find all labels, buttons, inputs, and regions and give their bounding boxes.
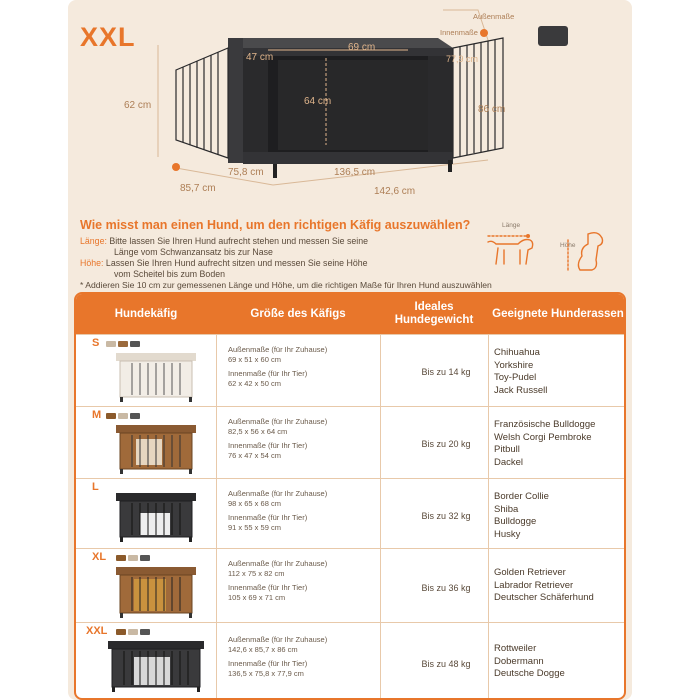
dim-outer-length: 142,6 cm (374, 186, 416, 197)
color-options (106, 413, 140, 420)
crate-dimensions (228, 345, 327, 389)
color-dot (140, 555, 150, 561)
table-row (76, 478, 626, 548)
guide-footnote: * Addieren Sie 10 cm zur gemessenen Länge und Höhe, um die richtigen Maße für Ihren Hund auszuwählen (80, 280, 492, 290)
breed-item: Border Collie (494, 491, 549, 502)
inner-label: Innenmaße (für Ihr Tier) (228, 441, 308, 450)
color-dot (118, 341, 128, 347)
dim-bottom-inner-depth: 75,8 cm (228, 167, 264, 178)
inner-label: Innenmaße (für Ihr Tier) (228, 513, 308, 522)
dim-outer-depth: 85,7 cm (180, 183, 216, 194)
color-dot (130, 341, 140, 347)
size-title: XXL (80, 22, 136, 52)
inner-value: 76 x 47 x 54 cm (228, 451, 281, 460)
outer-label: Außenmaße (für Ihr Zuhause) (228, 559, 328, 568)
inner-value: 105 x 69 x 71 cm (228, 593, 286, 602)
breed-item: Golden Retriever (494, 567, 566, 578)
crate-dimensions (228, 417, 327, 461)
crate-image (110, 563, 202, 621)
size-table (74, 292, 626, 700)
crate-image (110, 489, 202, 545)
breed-item: Dackel (494, 456, 524, 468)
crate-image (104, 637, 208, 697)
inner-value: 91 x 55 x 59 cm (228, 523, 281, 532)
outer-value: 82,5 x 56 x 64 cm (228, 427, 288, 436)
row-size: S (92, 337, 100, 349)
table-row (76, 548, 626, 622)
breed-item: Pitbull (494, 444, 520, 455)
breed-list (494, 643, 565, 681)
hero-section (68, 0, 632, 215)
color-dot (130, 413, 140, 419)
breed-item: Französische Bulldogge (494, 419, 596, 430)
dim-bottom-inner-length: 136,5 cm (334, 167, 376, 178)
standing-dog-icon (480, 220, 620, 280)
ideal-weight: Bis zu 48 kg (421, 659, 471, 669)
breed-list (494, 347, 547, 397)
color-dot (116, 555, 126, 561)
icon-laenge-label: Länge (502, 222, 521, 229)
breed-item: Labrador Retriever (494, 579, 574, 591)
crate-image (110, 349, 202, 403)
color-dot (128, 629, 138, 635)
dim-left-height: 62 cm (124, 100, 152, 111)
table-header (76, 294, 626, 334)
table-row (76, 622, 626, 700)
color-dot (128, 555, 138, 561)
breed-item: Jack Russell (494, 384, 548, 396)
label-innenmasse: Innenmaße (440, 28, 478, 37)
ideal-weight: Bis zu 14 kg (421, 367, 471, 377)
label-aussenmasse: Außenmaße (473, 12, 515, 21)
color-options (116, 555, 150, 562)
guide-laenge (80, 236, 368, 258)
color-options (106, 341, 140, 348)
product-infographic (68, 0, 632, 700)
ideal-weight: Bis zu 20 kg (421, 439, 471, 449)
breed-item: Deutsche Dogge (494, 668, 565, 679)
inner-value: 136,5 x 75,8 x 77,9 cm (228, 669, 304, 678)
guide-hoehe (80, 258, 368, 280)
inner-label: Innenmaße (für Ihr Tier) (228, 583, 308, 592)
color-dot (116, 629, 126, 635)
header-rassen: Geeignete Hunderassen (492, 307, 624, 320)
table-row (76, 334, 626, 406)
header-gewicht: Ideales Hundegewicht (394, 301, 474, 326)
breed-item: Welsh Corgi Pembroke (494, 431, 592, 443)
breed-item: Dobermann (494, 655, 544, 667)
breed-item: Deutscher Schäferhund (494, 592, 594, 603)
guide-heading: Wie misst man einen Hund, um den richtigen Käfig auszuwählen? (80, 218, 471, 232)
hoehe-term: Höhe: (80, 258, 104, 268)
outer-label: Außenmaße (für Ihr Zuhause) (228, 635, 328, 644)
row-size: XL (92, 551, 107, 563)
breed-item: Shiba (494, 503, 519, 515)
breed-list (494, 419, 595, 469)
breed-list (494, 491, 549, 541)
row-size: L (92, 481, 99, 493)
table-row (76, 406, 626, 478)
laenge-text-2: Länge vom Schwanzansatz bis zur Nase (114, 247, 273, 257)
breed-item: Bulldogge (494, 516, 537, 527)
header-hundekaefig: Hundekäfig (114, 307, 178, 320)
breed-item: Yorkshire (494, 359, 534, 371)
crate-dimensions (228, 489, 327, 533)
header-groesse: Größe des Käfigs (250, 307, 346, 320)
dog-measure-icons (480, 220, 620, 280)
outer-value: 98 x 65 x 68 cm (228, 499, 281, 508)
hoehe-text-2: vom Scheitel bis zum Boden (114, 269, 225, 279)
outer-label: Außenmaße (für Ihr Zuhause) (228, 417, 328, 426)
color-options (116, 629, 150, 636)
breed-item: Chihuahua (494, 347, 540, 358)
breed-item: Toy-Pudel (494, 372, 537, 383)
inner-value: 62 x 42 x 50 cm (228, 379, 281, 388)
breed-item: Husky (494, 528, 521, 540)
outer-value: 142,6 x 85,7 x 86 cm (228, 645, 298, 654)
color-dot (140, 629, 150, 635)
dim-inner-depth-right: 77,9 cm (446, 54, 479, 64)
outer-value: 112 x 75 x 82 cm (228, 569, 285, 578)
crate-dimensions (228, 559, 327, 603)
row-size: M (92, 409, 102, 421)
dim-outer-height: 86 cm (478, 104, 506, 115)
icon-hoehe-label: Höhe (560, 242, 576, 249)
outer-value: 69 x 51 x 60 cm (228, 355, 281, 364)
dim-top-depth: 47 cm (246, 52, 274, 63)
ideal-weight: Bis zu 36 kg (421, 583, 471, 593)
color-dot (118, 413, 128, 419)
outer-label: Außenmaße (für Ihr Zuhause) (228, 489, 328, 498)
laenge-text-1: Bitte lassen Sie Ihren Hund aufrecht stehen und messen Sie seine (106, 236, 369, 246)
row-size: XXL (86, 625, 108, 637)
crate-illustration (68, 0, 632, 215)
crate-dimensions (228, 635, 327, 679)
laenge-term: Länge: (80, 236, 107, 246)
breed-item: Rottweiler (494, 643, 537, 654)
dim-inner-height: 64 cm (304, 96, 332, 107)
ideal-weight: Bis zu 32 kg (421, 511, 471, 521)
hoehe-text-1: Lassen Sie Ihren Hund aufrecht sitzen und messen Sie seine Höhe (103, 258, 368, 268)
color-dot (106, 413, 116, 419)
crate-image (110, 421, 202, 475)
breed-list (494, 567, 594, 605)
color-dot (106, 341, 116, 347)
inner-label: Innenmaße (für Ihr Tier) (228, 369, 308, 378)
inner-label: Innenmaße (für Ihr Tier) (228, 659, 308, 668)
dim-inner-width: 69 cm (348, 42, 376, 53)
outer-label: Außenmaße (für Ihr Zuhause) (228, 345, 328, 354)
